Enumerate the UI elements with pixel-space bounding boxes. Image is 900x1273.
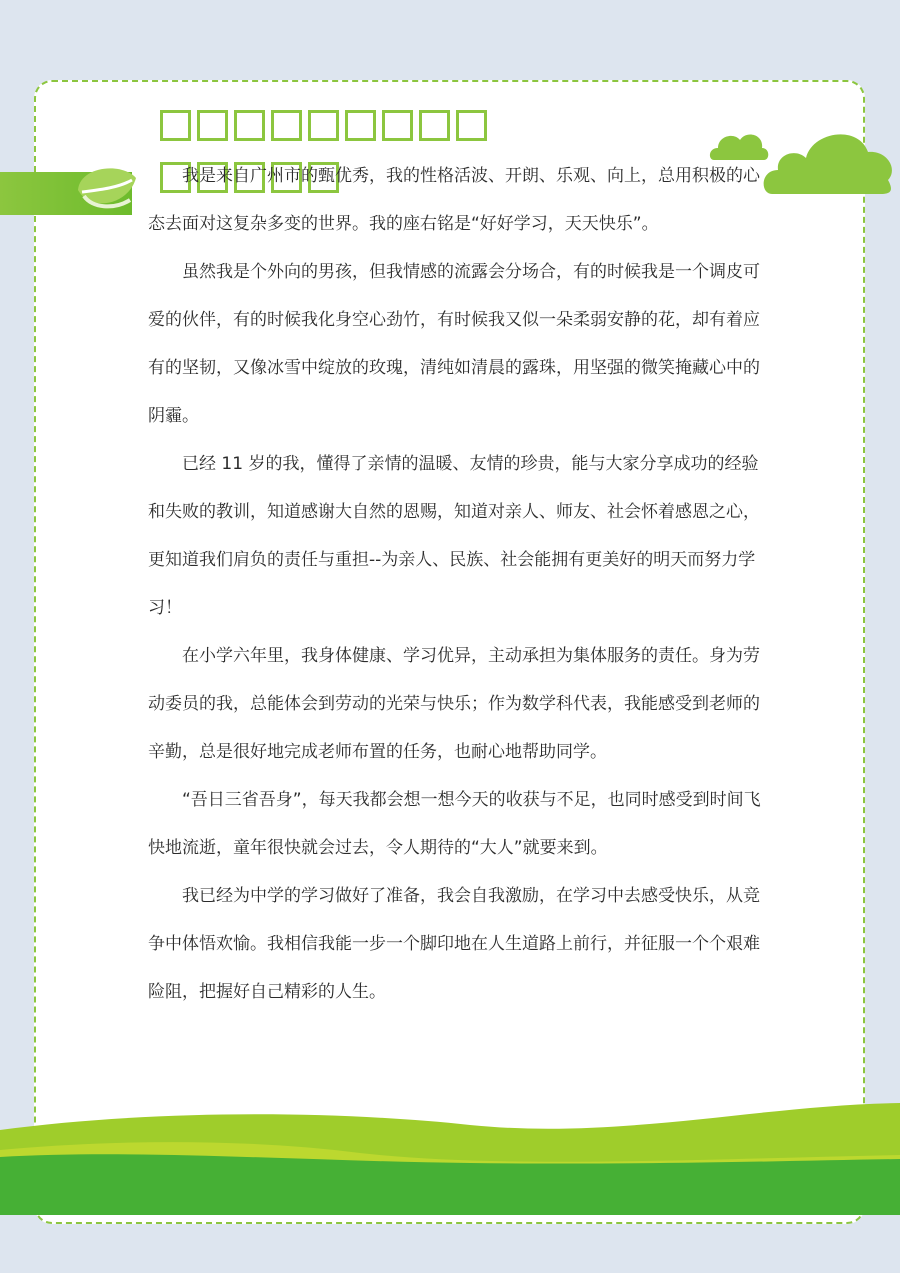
paragraph: “吾日三省吾身”，每天我都会想一想今天的收获与不足，也同时感受到时间飞快地流逝，童年很快就会过去，令人期待的“大人”就要来到。 — [148, 790, 761, 858]
paragraph: 已经 11 岁的我，懂得了亲情的温暖、友情的珍贵，能与大家分享成功的经验和失败的教训，知道感谢大自然的恩赐，知道对亲人、师友、社会怀着感恩之心，更知道我们肩负的责任与重担--为亲人、民族、社会能拥有更美好的明天而努力学习！ — [148, 454, 760, 618]
paragraph: 我已经为中学的学习做好了准备，我会自我激励，在学习中去感受快乐，从竞争中体悟欢愉。我相信我能一步一个脚印地在人生道路上前行，并征服一个个艰难险阻，把握好自己精彩的人生。 — [148, 886, 760, 1002]
cloud-icon — [762, 124, 896, 196]
green-hills-decoration — [0, 1095, 900, 1215]
paragraph: 虽然我是个外向的男孩，但我情感的流露会分场合，有的时候我是一个调皮可爱的伙伴，有的时候我化身空心劲竹，有时候我又似一朵柔弱安静的花，却有着应有的坚韧，又像冰雪中绽放的玫瑰，清纯如清晨的露珠，用坚强的微笑掩藏心中的阴霾。 — [148, 262, 760, 426]
paragraph: 我是来自广州市的甄优秀，我的性格活波、开朗、乐观、向上，总用积极的心态去面对这复杂多变的世界。我的座右铭是“好好学习，天天快乐”。 — [148, 166, 760, 234]
paragraph: 在小学六年里，我身体健康、学习优异，主动承担为集体服务的责任。身为劳动委员的我，总能体会到劳动的光荣与快乐；作为数学科代表，我能感受到老师的辛勤，总是很好地完成老师布置的任务，也耐心地帮助同学。 — [148, 646, 760, 762]
leaf-icon — [70, 160, 140, 216]
document-body — [148, 152, 763, 1016]
